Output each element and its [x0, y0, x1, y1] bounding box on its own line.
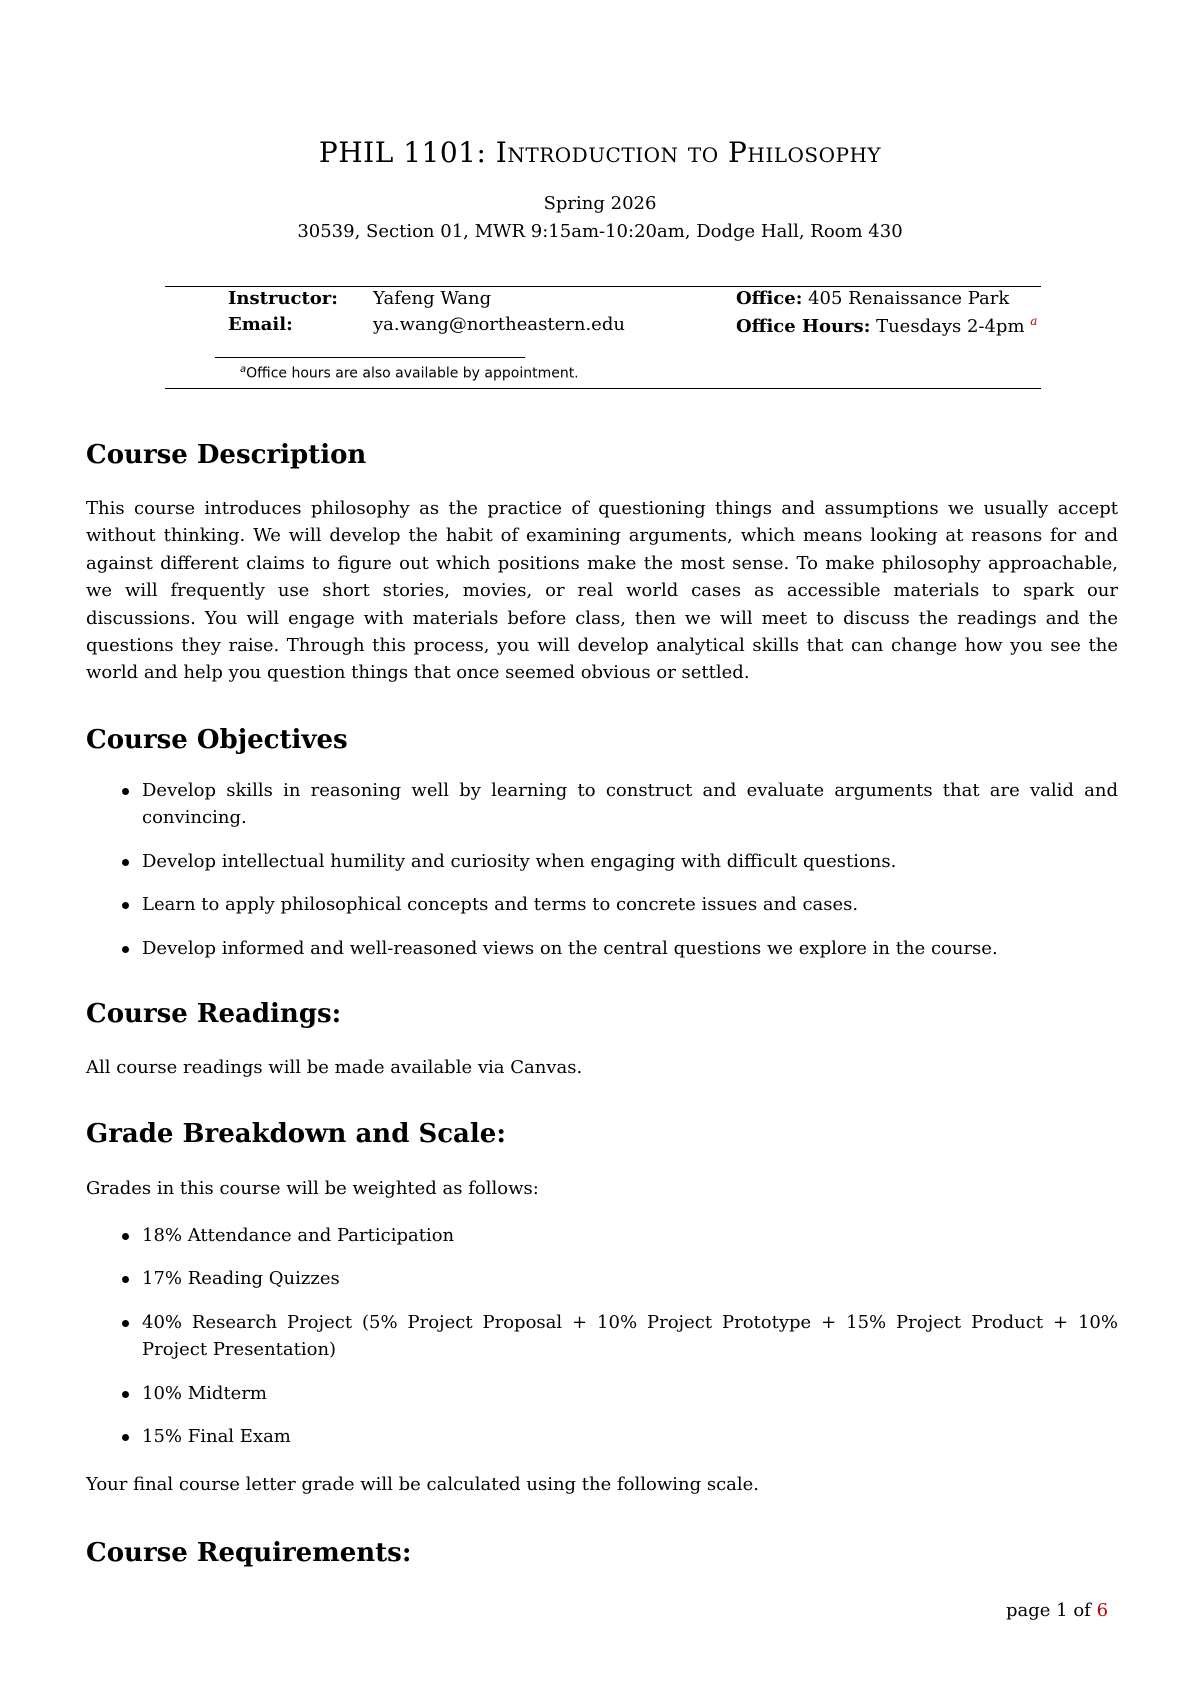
list-item: Develop skills in reasoning well by learning to construct and evaluate arguments that are valid and convincing.	[86, 777, 1118, 832]
list-item: 40% Research Project (5% Project Proposal + 10% Project Prototype + 15% Project Product + 10% Project Presentation)	[86, 1309, 1118, 1364]
list-item: 10% Midterm	[86, 1380, 1118, 1407]
info-top-rule	[165, 286, 1041, 287]
list-item: Learn to apply philosophical concepts and terms to concrete issues and cases.	[86, 891, 1118, 918]
bullet-icon	[122, 1233, 129, 1240]
bullet-icon	[122, 1276, 129, 1283]
total-pages-link[interactable]: 6	[1096, 1600, 1109, 1621]
course-term: Spring 2026	[543, 193, 657, 214]
office-location: Office: 405 Renaissance Park	[736, 288, 1010, 309]
course-requirements-heading: Course Requirements:	[86, 1538, 412, 1568]
bullet-icon	[122, 859, 129, 866]
email-label: Email:	[228, 314, 293, 335]
list-item: Develop informed and well-reasoned views on the central questions we explore in the course.	[86, 935, 1118, 962]
course-readings-text: All course readings will be made available via Canvas.	[86, 1057, 583, 1078]
bullet-icon	[122, 946, 129, 953]
list-item: 15% Final Exam	[86, 1423, 1118, 1450]
grade-breakdown-intro: Grades in this course will be weighted as follows:	[86, 1178, 539, 1199]
list-item: Develop intellectual humility and curiosity when engaging with difficult questions.	[86, 848, 1118, 875]
bullet-icon	[122, 902, 129, 909]
list-item: 18% Attendance and Participation	[86, 1222, 1118, 1249]
office-hours-footnote: $^a$Office hours are also available by appointment.	[240, 364, 579, 382]
footnote-marker[interactable]: a	[1030, 314, 1038, 328]
course-title: PHIL 1101: Introduction to Philosophy	[318, 136, 882, 169]
bullet-icon	[122, 788, 129, 795]
grade-weights-list	[86, 1222, 1118, 1466]
course-meeting-info: 30539, Section 01, MWR 9:15am-10:20am, Dodge Hall, Room 430	[297, 221, 903, 242]
bullet-icon	[122, 1434, 129, 1441]
list-item: 17% Reading Quizzes	[86, 1265, 1118, 1292]
instructor-label: Instructor:	[228, 288, 338, 309]
course-description-text: This course introduces philosophy as the practice of questioning things and assumptions we usually accept without thinking. We will develop the habit of examining arguments, which means looking at reasons for and against different claims to figure out which positions make the most sense. To make philosophy approachable, we will frequently use short stories, movies, or real world cases as accessible materials to spark our discussions. You will engage with materials before class, then we will meet to discuss the readings and the questions they raise. Through this process, you will develop analytical skills that can change how you see the world and help you question things that once seemed obvious or settled.	[86, 498, 1118, 684]
bullet-icon	[122, 1320, 129, 1327]
bullet-icon	[122, 1391, 129, 1398]
office-hours: Office Hours: Tuesdays 2-4pm $^a$	[736, 314, 1038, 337]
info-bottom-rule	[165, 388, 1041, 389]
footnote-rule	[215, 357, 525, 358]
objectives-list	[86, 777, 1118, 978]
grade-scale-note: Your final course letter grade will be calculated using the following scale.	[86, 1474, 760, 1495]
grade-breakdown-heading: Grade Breakdown and Scale:	[86, 1119, 506, 1149]
course-readings-heading: Course Readings:	[86, 999, 342, 1029]
course-description-heading: Course Description	[86, 440, 367, 470]
instructor-name: Yafeng Wang	[373, 288, 492, 309]
email-address[interactable]: ya.wang@northeastern.edu	[373, 314, 625, 335]
page-number: page 1 of 6	[1006, 1600, 1109, 1621]
course-objectives-heading: Course Objectives	[86, 725, 348, 755]
